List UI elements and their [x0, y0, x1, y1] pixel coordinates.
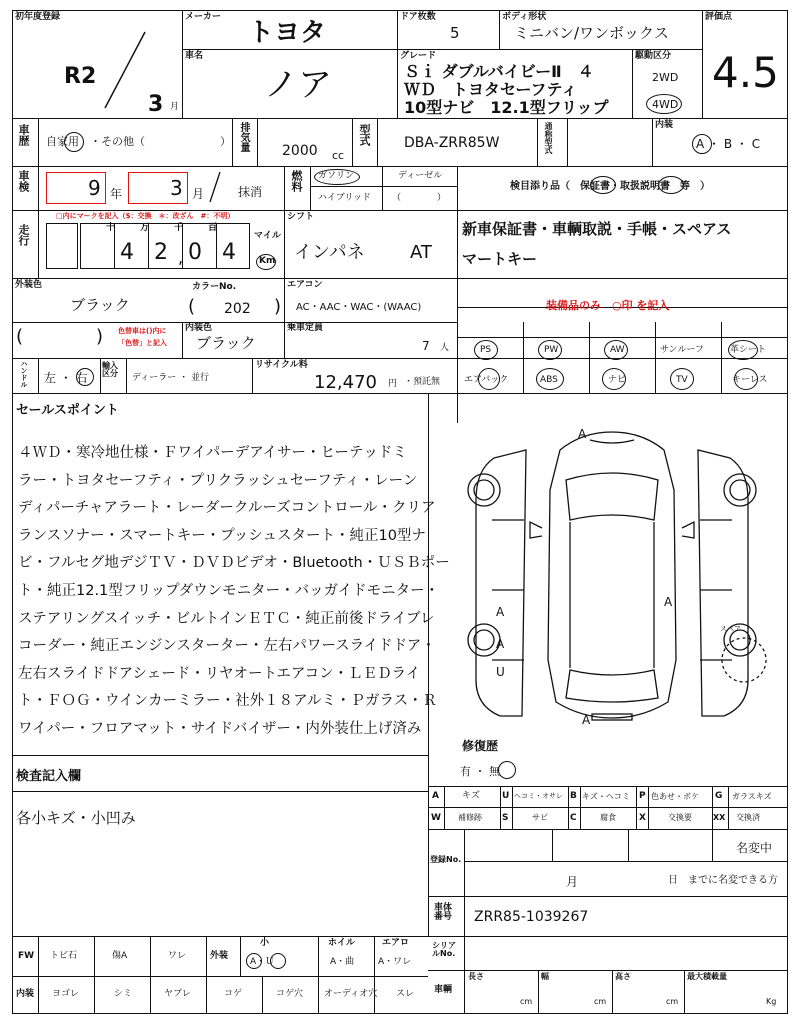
- handle-circle: [76, 368, 94, 386]
- sales-line: ワイパー・フロアマット・サイドバイザー・内外装仕上げ済み: [18, 720, 422, 737]
- ext-color-label: 外装色: [15, 280, 43, 290]
- inspection-title: 検査記入欄: [16, 769, 82, 784]
- first-reg-month-unit: 月: [170, 102, 180, 112]
- equip-aw: AW: [610, 345, 625, 355]
- fuel-label: 燃料: [290, 170, 303, 192]
- int-color-label: 内装色: [185, 323, 213, 333]
- legend-code: B: [570, 791, 577, 801]
- shift-value: インパネ: [294, 242, 365, 263]
- common-type-label: 通称型式: [544, 122, 553, 154]
- fw-chip: トビ石: [50, 951, 78, 961]
- ext-small-circle-a: [246, 953, 262, 969]
- sales-line: コーダー・純正エンジンスターター・左右パワースライドドア・: [18, 638, 436, 655]
- legend-desc: 腐食: [600, 813, 616, 822]
- sales-line: ４ＷＤ・寒冷地仕様・Ｆワイパーデアイサー・ヒーテッドミ: [18, 445, 407, 461]
- handle-value: 左 ・ 右: [44, 371, 88, 385]
- int-dirt: ヨゴレ: [52, 989, 80, 999]
- ac-value: AC・AAC・WAC・(WAAC): [296, 302, 422, 313]
- score-label: 評価点: [705, 12, 733, 22]
- insp-month: 3: [170, 176, 183, 200]
- spare-label: スペア: [720, 625, 741, 633]
- import-value: ディーラー ・ 並行: [132, 373, 210, 383]
- int-color-value: ブラック: [196, 334, 256, 352]
- extras-line-2: マートキー: [462, 250, 538, 268]
- type-label: 型式: [358, 124, 371, 146]
- legend-code: A: [432, 791, 439, 801]
- odo-digit-3: 0: [188, 240, 202, 265]
- insp-slash: [208, 170, 222, 204]
- ext-small-value: A・Ｕ: [250, 957, 275, 967]
- maker-value: トヨタ: [248, 18, 327, 48]
- recycle-unit: 円: [388, 379, 398, 389]
- sales-line: ラー・トヨタセーフティ・プリクラッシュセーフティ・レーン: [18, 472, 418, 489]
- color-change-note-1: 色替車は()内に: [118, 327, 167, 335]
- legend-code: P: [639, 791, 646, 801]
- sales-line: ステアリングスイッチ・ビルトインＥＴＣ・純正前後ドライブレ: [18, 610, 435, 627]
- sales-line: 左右スライドドアシェード・リヤオートエアコン・ＬＥＤライ: [18, 665, 421, 682]
- inspection-text: 各小キズ・小凹み: [16, 809, 136, 827]
- color-change-open: (: [16, 326, 24, 347]
- grade-label: グレード: [400, 51, 437, 61]
- extras-line-1: 新車保証書・車輌取説・手帳・スペアス: [462, 220, 732, 238]
- repair-circle: [498, 761, 516, 779]
- name-change: 名変中: [736, 841, 773, 855]
- sales-line: ディパーチャアラート・レーダークルーズコントロール・クリア: [18, 500, 436, 517]
- import-label: 輸入区分: [102, 361, 118, 378]
- legend-desc: 交換済: [736, 813, 760, 822]
- ext-small-circle-u: [270, 953, 286, 969]
- maker-label: メーカー: [185, 12, 221, 22]
- equip-navi-circle: [602, 368, 626, 390]
- wheel-label: ホイル: [328, 938, 356, 948]
- sales-title: セールスポイント: [16, 403, 119, 418]
- len-label: 長さ: [468, 972, 484, 981]
- height-label: 高さ: [615, 972, 631, 981]
- insp-year: 9: [88, 176, 101, 200]
- ext-label: 外装: [210, 951, 229, 961]
- interior-label: 内装: [655, 120, 674, 130]
- equip-keyless: キーレス: [732, 375, 768, 385]
- equip-airbag: エアバック: [464, 375, 509, 385]
- usage-close: ）: [220, 135, 231, 148]
- odo-unit-10: 十: [106, 223, 116, 233]
- legend-desc: ガラスキズ: [732, 792, 772, 801]
- odo-digit-2: 2: [154, 240, 168, 265]
- fuel-gas: ガソリン: [318, 171, 355, 181]
- equip-ps-circle: [474, 340, 498, 360]
- fuel-other: （ ）: [392, 193, 447, 203]
- docs-circle-2: [658, 176, 684, 194]
- mileage-label: 走行: [17, 224, 30, 246]
- legend-desc: サビ: [532, 813, 548, 822]
- capacity-value: 7: [422, 339, 430, 353]
- mark-left-rear: A: [496, 637, 505, 651]
- ext-color-value: ブラック: [70, 296, 130, 314]
- fuel-gas-circle: [314, 169, 360, 185]
- legend-code: X: [639, 813, 646, 823]
- first-reg-label: 初年度登録: [15, 12, 61, 22]
- chassis-label: 車体番号: [434, 903, 453, 922]
- equip-sunroof: サンルーフ: [660, 345, 704, 355]
- mark-rear: A: [582, 713, 591, 727]
- dims-label: 車輌: [434, 985, 453, 995]
- shift-label: シフト: [287, 212, 315, 222]
- drive-2wd: 2WD: [652, 71, 679, 84]
- equip-pw-circle: [538, 340, 562, 360]
- legend-desc: 補修跡: [458, 813, 482, 822]
- odo-unit-100: 百: [208, 223, 218, 233]
- equip-ps: PS: [480, 345, 492, 355]
- odo-digit-4: 4: [222, 240, 236, 265]
- legend-desc: 交換要: [668, 813, 692, 822]
- width-label: 幅: [541, 972, 549, 981]
- fuel-diesel: ディーゼル: [398, 171, 443, 181]
- first-reg-slash: [100, 30, 150, 110]
- fuel-hybrid: ハイブリッド: [318, 193, 372, 203]
- usage-value: 自家用 ・その他（: [46, 135, 145, 148]
- mark-left-dent: U: [496, 665, 505, 679]
- drive-label: 駆動区分: [635, 51, 672, 61]
- insp-erased: 抹消: [238, 185, 263, 199]
- legend-code: C: [570, 813, 577, 823]
- usage-circle: [64, 132, 84, 152]
- auction-sheet: [12, 10, 788, 1014]
- interior-grade-circle: [692, 134, 712, 154]
- capacity-label: 乗車定員: [287, 323, 324, 333]
- repair-value: 有 ・ 無: [460, 765, 500, 778]
- serial-label: シリアルNo.: [432, 941, 456, 958]
- equip-keyless-circle: [734, 368, 758, 390]
- odo-unit-mile: マイル: [254, 231, 281, 241]
- int-burn: コゲ: [224, 989, 243, 999]
- sales-line: ランスソナー・スマートキー・プッシュスタート・純正10型ナ: [18, 527, 426, 544]
- fw-scratch: 傷A: [112, 951, 128, 961]
- shift-type: AT: [410, 242, 432, 263]
- sales-points-text: [18, 440, 450, 744]
- width-unit: cm: [594, 997, 607, 1006]
- legend-desc: キズ・ヘコミ: [582, 792, 630, 801]
- equip-leather-circle: [728, 340, 758, 360]
- equip-airbag-circle: [478, 368, 500, 390]
- doors-label: ドア枚数: [400, 12, 436, 22]
- inspection-label: 車検: [17, 170, 30, 192]
- aero-value: A・ワレ: [378, 957, 412, 967]
- docs-label: 検目添り品（ 保証書・取扱説明書 等 ）: [510, 181, 710, 192]
- model-value: ノア: [264, 65, 332, 105]
- legend-desc: ヘコミ・オサレ: [514, 792, 563, 800]
- mark-left-front: A: [496, 605, 505, 619]
- equip-aw-circle: [604, 340, 628, 360]
- recycle-value: 12,470: [314, 372, 377, 393]
- history-label: 車歴: [17, 124, 30, 146]
- repair-label: 修復歴: [462, 739, 499, 753]
- odo-unit-1k: 千: [174, 223, 184, 233]
- body-label: ボディ形状: [502, 12, 547, 22]
- color-no-label: カラーNo.: [192, 282, 237, 292]
- first-reg-month: 3: [148, 92, 164, 117]
- disp-label: 排気量: [238, 122, 249, 152]
- equip-pw: PW: [544, 345, 559, 355]
- mileage-note: □内にマークを記入（$：交換 ＊：改ざん #：不明）: [56, 212, 235, 220]
- legend-desc: 色あせ・ボケ: [651, 792, 699, 801]
- disp-unit: cc: [332, 149, 345, 162]
- wheel-value: A・曲: [330, 957, 355, 967]
- fw-label: FW: [18, 951, 35, 961]
- int-row-label: 内装: [16, 989, 35, 999]
- color-no-close: ): [274, 296, 282, 317]
- interior-grades: A ・ B ・ C: [696, 137, 761, 151]
- type-value: DBA-ZRR85W: [404, 135, 500, 151]
- reg-day-text: 日 までに名変できる方: [668, 875, 778, 886]
- grade-line-2: ＷＤ トヨタセーフティ: [404, 80, 578, 99]
- first-reg-year: R2: [64, 64, 97, 89]
- color-change-close: ): [96, 326, 104, 347]
- handle-label: ハンドル: [20, 360, 28, 388]
- len-unit: cm: [520, 997, 533, 1006]
- drive-4wd: 4WD: [652, 98, 679, 111]
- ac-label: エアコン: [287, 280, 323, 290]
- mark-right-front: A: [664, 595, 673, 609]
- reg-month-unit: 月: [566, 875, 579, 889]
- legend-desc: キズ: [462, 791, 480, 801]
- weight-label: 最大積載量: [687, 972, 727, 981]
- ext-small-label: 小: [260, 938, 270, 948]
- score-value: 4.5: [712, 48, 779, 97]
- sales-line: ビ・フルセグ地デジＴＶ・ＤＶＤビデオ・Bluetooth・ＵＳＢポー: [18, 555, 450, 572]
- insp-month-unit: 月: [192, 187, 205, 201]
- odo-digit-box-blank: [46, 223, 78, 269]
- doors-value: 5: [450, 24, 460, 42]
- weight-unit: Kg: [766, 997, 777, 1006]
- fw-crack: ワレ: [168, 951, 187, 961]
- sales-line: ト・純正12.1型フリップダウンモニター・バッガイドモニター・: [18, 582, 440, 599]
- legend-code: W: [431, 813, 441, 823]
- int-stain: シミ: [114, 989, 133, 999]
- equip-abs-circle: [536, 368, 564, 390]
- recycle-deposit: ・預託無: [404, 377, 441, 387]
- equip-leather: 革シート: [730, 345, 767, 355]
- chassis-value: ZRR85-1039267: [474, 909, 589, 925]
- aero-label: エアロ: [382, 938, 410, 948]
- docs-circle-1: [590, 176, 616, 194]
- legend-code: G: [715, 791, 723, 801]
- equip-tv-circle: [670, 368, 694, 390]
- int-burn-hole: コゲ穴: [276, 989, 304, 999]
- legend-code: S: [502, 813, 509, 823]
- height-unit: cm: [666, 997, 679, 1006]
- model-label: 車名: [185, 51, 204, 61]
- equip-label: 装備品のみ ○印 を記入: [546, 299, 670, 312]
- grade-line-3: 10型ナビ 12.1型フリップ: [404, 98, 609, 117]
- insp-year-unit: 年: [110, 187, 123, 201]
- capacity-unit: 人: [440, 343, 450, 353]
- odo-unit-km: Km: [259, 256, 276, 266]
- body-value: ミニバン/ワンボックス: [514, 24, 669, 42]
- color-no-value: 202: [224, 301, 251, 317]
- odo-comma: ,: [178, 248, 184, 267]
- mark-front: A: [578, 427, 587, 441]
- color-change-note-2: 「色替」と記入: [118, 339, 167, 347]
- equip-abs: ABS: [540, 375, 558, 385]
- equip-tv: TV: [676, 375, 688, 385]
- odo-digit-1: 4: [120, 240, 134, 265]
- car-damage-diagram: [442, 410, 782, 740]
- int-tear: ヤブレ: [164, 989, 191, 999]
- legend-code: XX: [713, 813, 726, 822]
- reg-label: 登録No.: [430, 855, 462, 864]
- equip-navi: ナビ: [608, 375, 627, 385]
- grade-line-1: Ｓｉ ダブルバイビーⅡ ４: [404, 62, 594, 81]
- int-wear: スレ: [396, 989, 415, 999]
- recycle-label: リサイクル料: [255, 360, 308, 370]
- int-audio-hole: オーディオ穴: [324, 989, 378, 999]
- color-no-open: (: [188, 296, 196, 317]
- legend-code: U: [502, 791, 510, 801]
- sales-line: ト・ＦＯＧ・ウインカーミラー・社外１８アルミ・Ｐガラス・Ｒ: [18, 693, 438, 710]
- odo-unit-10k: 万: [140, 223, 150, 233]
- disp-value: 2000: [282, 143, 318, 159]
